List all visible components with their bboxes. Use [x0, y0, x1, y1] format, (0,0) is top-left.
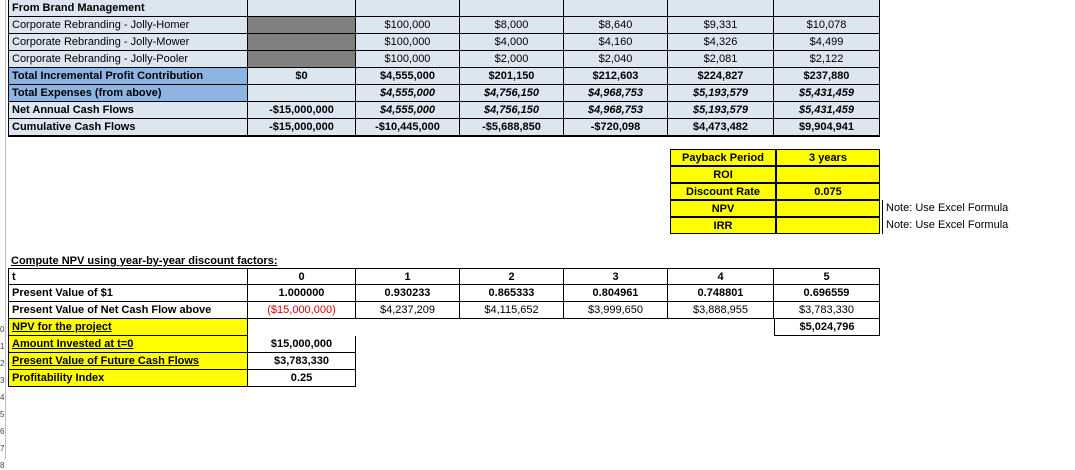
pvf-value[interactable]: $3,783,330 [248, 353, 356, 370]
row-label[interactable]: Total Expenses (from above) [8, 85, 248, 102]
t-label[interactable]: t [8, 268, 248, 285]
cell-year2[interactable]: $8,000 [460, 17, 564, 34]
metric-label[interactable]: Payback Period [670, 149, 776, 166]
pv1-value[interactable]: 0.865333 [460, 285, 564, 302]
metric-label[interactable]: ROI [670, 166, 776, 183]
row-number[interactable]: 0 [0, 326, 5, 334]
t-value[interactable]: 2 [460, 268, 564, 285]
row-number[interactable]: 5 [0, 411, 5, 419]
metric-label[interactable]: NPV [670, 200, 776, 217]
cell-year3[interactable]: $4,160 [564, 34, 668, 51]
cell-year2[interactable]: $4,000 [460, 34, 564, 51]
metric-value[interactable]: 0.075 [776, 183, 880, 200]
cell-year1[interactable]: $100,000 [356, 34, 460, 51]
pv1-value[interactable]: 0.696559 [774, 285, 880, 302]
metric-label[interactable]: IRR [670, 217, 776, 234]
cell-year1[interactable]: $4,555,000 [356, 68, 460, 85]
cell-year3[interactable]: $8,640 [564, 17, 668, 34]
cell-year5[interactable]: $9,904,941 [774, 119, 880, 136]
cell-year1[interactable]: $100,000 [356, 17, 460, 34]
cell-year3[interactable] [564, 0, 668, 17]
pvcf-value[interactable]: ($15,000,000) [248, 302, 356, 319]
cell-year4[interactable]: $5,193,579 [668, 85, 774, 102]
cell-year2[interactable] [460, 0, 564, 17]
pv1-value[interactable]: 1.000000 [248, 285, 356, 302]
row-number[interactable]: 2 [0, 360, 5, 368]
t-value[interactable]: 3 [564, 268, 668, 285]
cell-year4[interactable]: $4,473,482 [668, 119, 774, 136]
pv1-value[interactable]: 0.930233 [356, 285, 460, 302]
pvf-label[interactable]: Present Value of Future Cash Flows [8, 353, 248, 370]
row-label[interactable]: Corporate Rebranding - Jolly-Mower [8, 34, 248, 51]
row-number[interactable]: 4 [0, 394, 5, 402]
cell-year0[interactable] [248, 85, 356, 102]
cell-year2[interactable]: $2,000 [460, 51, 564, 68]
pi-label[interactable]: Profitability Index [8, 370, 248, 387]
cell-year4[interactable] [668, 0, 774, 17]
cell-year2[interactable]: $4,756,150 [460, 85, 564, 102]
cell-year4[interactable]: $224,827 [668, 68, 774, 85]
pvcf-value[interactable]: $4,115,652 [460, 302, 564, 319]
cell-year3[interactable]: $4,968,753 [564, 102, 668, 119]
cell-year5[interactable]: $5,431,459 [774, 102, 880, 119]
cell-year5[interactable]: $4,499 [774, 34, 880, 51]
cell-year3[interactable]: -$720,098 [564, 119, 668, 136]
row-number[interactable]: 6 [0, 428, 5, 436]
row-header-gutter[interactable] [0, 0, 6, 459]
cell-year3[interactable]: $212,603 [564, 68, 668, 85]
cell-year0[interactable]: -$15,000,000 [248, 102, 356, 119]
cell-year2[interactable]: -$5,688,850 [460, 119, 564, 136]
cell-year5[interactable]: $237,880 [774, 68, 880, 85]
pvcf-value[interactable]: $3,999,650 [564, 302, 668, 319]
row-label[interactable]: Net Annual Cash Flows [8, 102, 248, 119]
row-label[interactable]: Total Incremental Profit Contribution [8, 68, 248, 85]
pv1-label[interactable]: Present Value of $1 [8, 285, 248, 302]
cell-year1[interactable]: $4,555,000 [356, 85, 460, 102]
row-number[interactable]: 3 [0, 377, 5, 385]
cell-year0[interactable]: $0 [248, 68, 356, 85]
cell-year4[interactable]: $9,331 [668, 17, 774, 34]
npv-label[interactable]: NPV for the project [8, 319, 248, 336]
pvcf-value[interactable]: $3,888,955 [668, 302, 774, 319]
cell-year1[interactable]: $4,555,000 [356, 102, 460, 119]
cell-year4[interactable]: $5,193,579 [668, 102, 774, 119]
table-bottom-border [8, 136, 880, 137]
cell-year5[interactable]: $2,122 [774, 51, 880, 68]
cell-year0[interactable] [248, 34, 356, 51]
row-number[interactable]: 1 [0, 343, 5, 351]
metric-value[interactable] [776, 166, 880, 183]
row-label[interactable]: Corporate Rebranding - Jolly-Homer [8, 17, 248, 34]
cell-year0[interactable]: -$15,000,000 [248, 119, 356, 136]
metric-note[interactable]: Note: Use Excel Formula [882, 200, 1042, 217]
metric-value[interactable] [776, 200, 880, 217]
pi-value[interactable]: 0.25 [248, 370, 356, 387]
cell-year3[interactable]: $2,040 [564, 51, 668, 68]
pvcf-value[interactable]: $3,783,330 [774, 302, 880, 319]
cell-year2[interactable]: $201,150 [460, 68, 564, 85]
npv-heading[interactable]: Compute NPV using year-by-year discount factors: [11, 255, 278, 267]
t-value[interactable]: 1 [356, 268, 460, 285]
cell-year5[interactable]: $5,431,459 [774, 85, 880, 102]
metric-note[interactable]: Note: Use Excel Formula [882, 217, 1042, 234]
metric-value[interactable] [776, 217, 880, 234]
pvcf-value[interactable]: $4,237,209 [356, 302, 460, 319]
cell-year0[interactable] [248, 51, 356, 68]
row-label[interactable]: Corporate Rebranding - Jolly-Pooler [8, 51, 248, 68]
pv1-value[interactable]: 0.804961 [564, 285, 668, 302]
cell-year1[interactable]: $100,000 [356, 51, 460, 68]
cell-year1[interactable] [356, 0, 460, 17]
row-label[interactable]: From Brand Management [8, 0, 248, 17]
cell-year4[interactable]: $2,081 [668, 51, 774, 68]
cell-year2[interactable]: $4,756,150 [460, 102, 564, 119]
t-value[interactable]: 4 [668, 268, 774, 285]
t-value[interactable]: 5 [774, 268, 880, 285]
row-number[interactable]: 8 [0, 462, 5, 470]
row-number[interactable]: 7 [0, 445, 5, 453]
npv-value[interactable]: $5,024,796 [774, 319, 880, 336]
metric-value[interactable]: 3 years [776, 149, 880, 166]
cell-year3[interactable]: $4,968,753 [564, 85, 668, 102]
row-label[interactable]: Cumulative Cash Flows [8, 119, 248, 136]
metric-label[interactable]: Discount Rate [670, 183, 776, 200]
invested-label[interactable]: Amount Invested at t=0 [8, 336, 248, 353]
cell-year5[interactable] [774, 0, 880, 17]
pv1-value[interactable]: 0.748801 [668, 285, 774, 302]
cell-year0[interactable] [248, 17, 356, 34]
cell-year5[interactable]: $10,078 [774, 17, 880, 34]
pvcf-label[interactable]: Present Value of Net Cash Flow above [8, 302, 248, 319]
cell-year1[interactable]: -$10,445,000 [356, 119, 460, 136]
cell-year4[interactable]: $4,326 [668, 34, 774, 51]
invested-value[interactable]: $15,000,000 [248, 336, 356, 353]
cell-year0[interactable] [248, 0, 356, 17]
t-value[interactable]: 0 [248, 268, 356, 285]
